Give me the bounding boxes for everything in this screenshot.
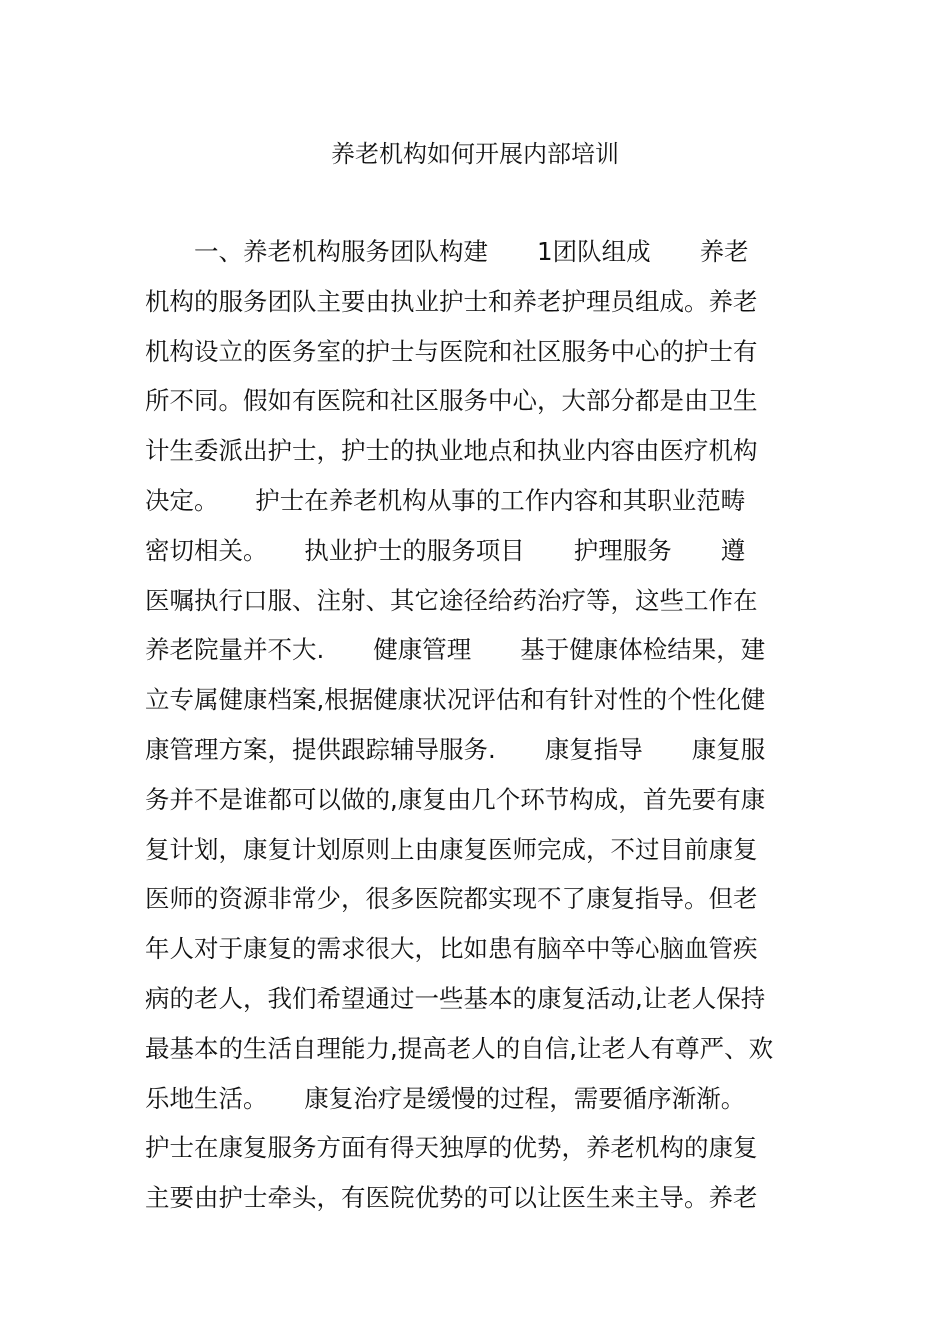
body-line: 机构设立的医务室的护士与医院和社区服务中心的护士有 [145, 336, 758, 366]
body-line: 机构的服务团队主要由执业护士和养老护理员组成。养老 [145, 286, 758, 316]
body-line: 护士在康复服务方面有得天独厚的优势，养老机构的康复 [145, 1133, 758, 1163]
body-line: 乐地生活。 康复治疗是缓慢的过程，需要循序渐渐。 [145, 1083, 746, 1113]
body-line: 主要由护士牵头，有医院优势的可以让医生来主导。养老 [145, 1183, 758, 1213]
body-line: 决定。 护士在养老机构从事的工作内容和其职业范畴 [145, 485, 746, 515]
body-line: 医师的资源非常少，很多医院都实现不了康复指导。但老 [145, 884, 758, 914]
body-line: 医嘱执行口服、注射、其它途径给药治疗等，这些工作在 [145, 585, 758, 615]
body-line: 务并不是谁都可以做的,康复由几个环节构成，首先要有康 [145, 784, 766, 814]
body-line: 立专属健康档案,根据健康状况评估和有针对性的个性化健 [145, 685, 766, 715]
body-line: 病的老人，我们希望通过一些基本的康复活动,让老人保持 [145, 983, 766, 1013]
body-line: 养老院量并不大. 健康管理 基于健康体检结果，建 [145, 635, 766, 665]
document-title: 养老机构如何开展内部培训 [331, 140, 619, 168]
body-line: 康管理方案，提供跟踪辅导服务. 康复指导 康复服 [145, 734, 766, 764]
body-line: 最基本的生活自理能力,提高老人的自信,让老人有尊严、欢 [145, 1033, 774, 1063]
body-line: 计生委派出护士，护士的执业地点和执业内容由医疗机构 [145, 436, 758, 466]
document-body [145, 227, 815, 1223]
body-line: 复计划，康复计划原则上由康复医师完成，不过目前康复 [145, 834, 758, 864]
body-line: 一、养老机构服务团队构建 1团队组成 养老 [145, 237, 749, 266]
body-line: 所不同。假如有医院和社区服务中心，大部分都是由卫生 [145, 386, 758, 416]
body-line: 密切相关。 执业护士的服务项目 护理服务 遵 [145, 535, 746, 565]
body-line: 年人对于康复的需求很大，比如患有脑卒中等心脑血管疾 [145, 934, 758, 964]
